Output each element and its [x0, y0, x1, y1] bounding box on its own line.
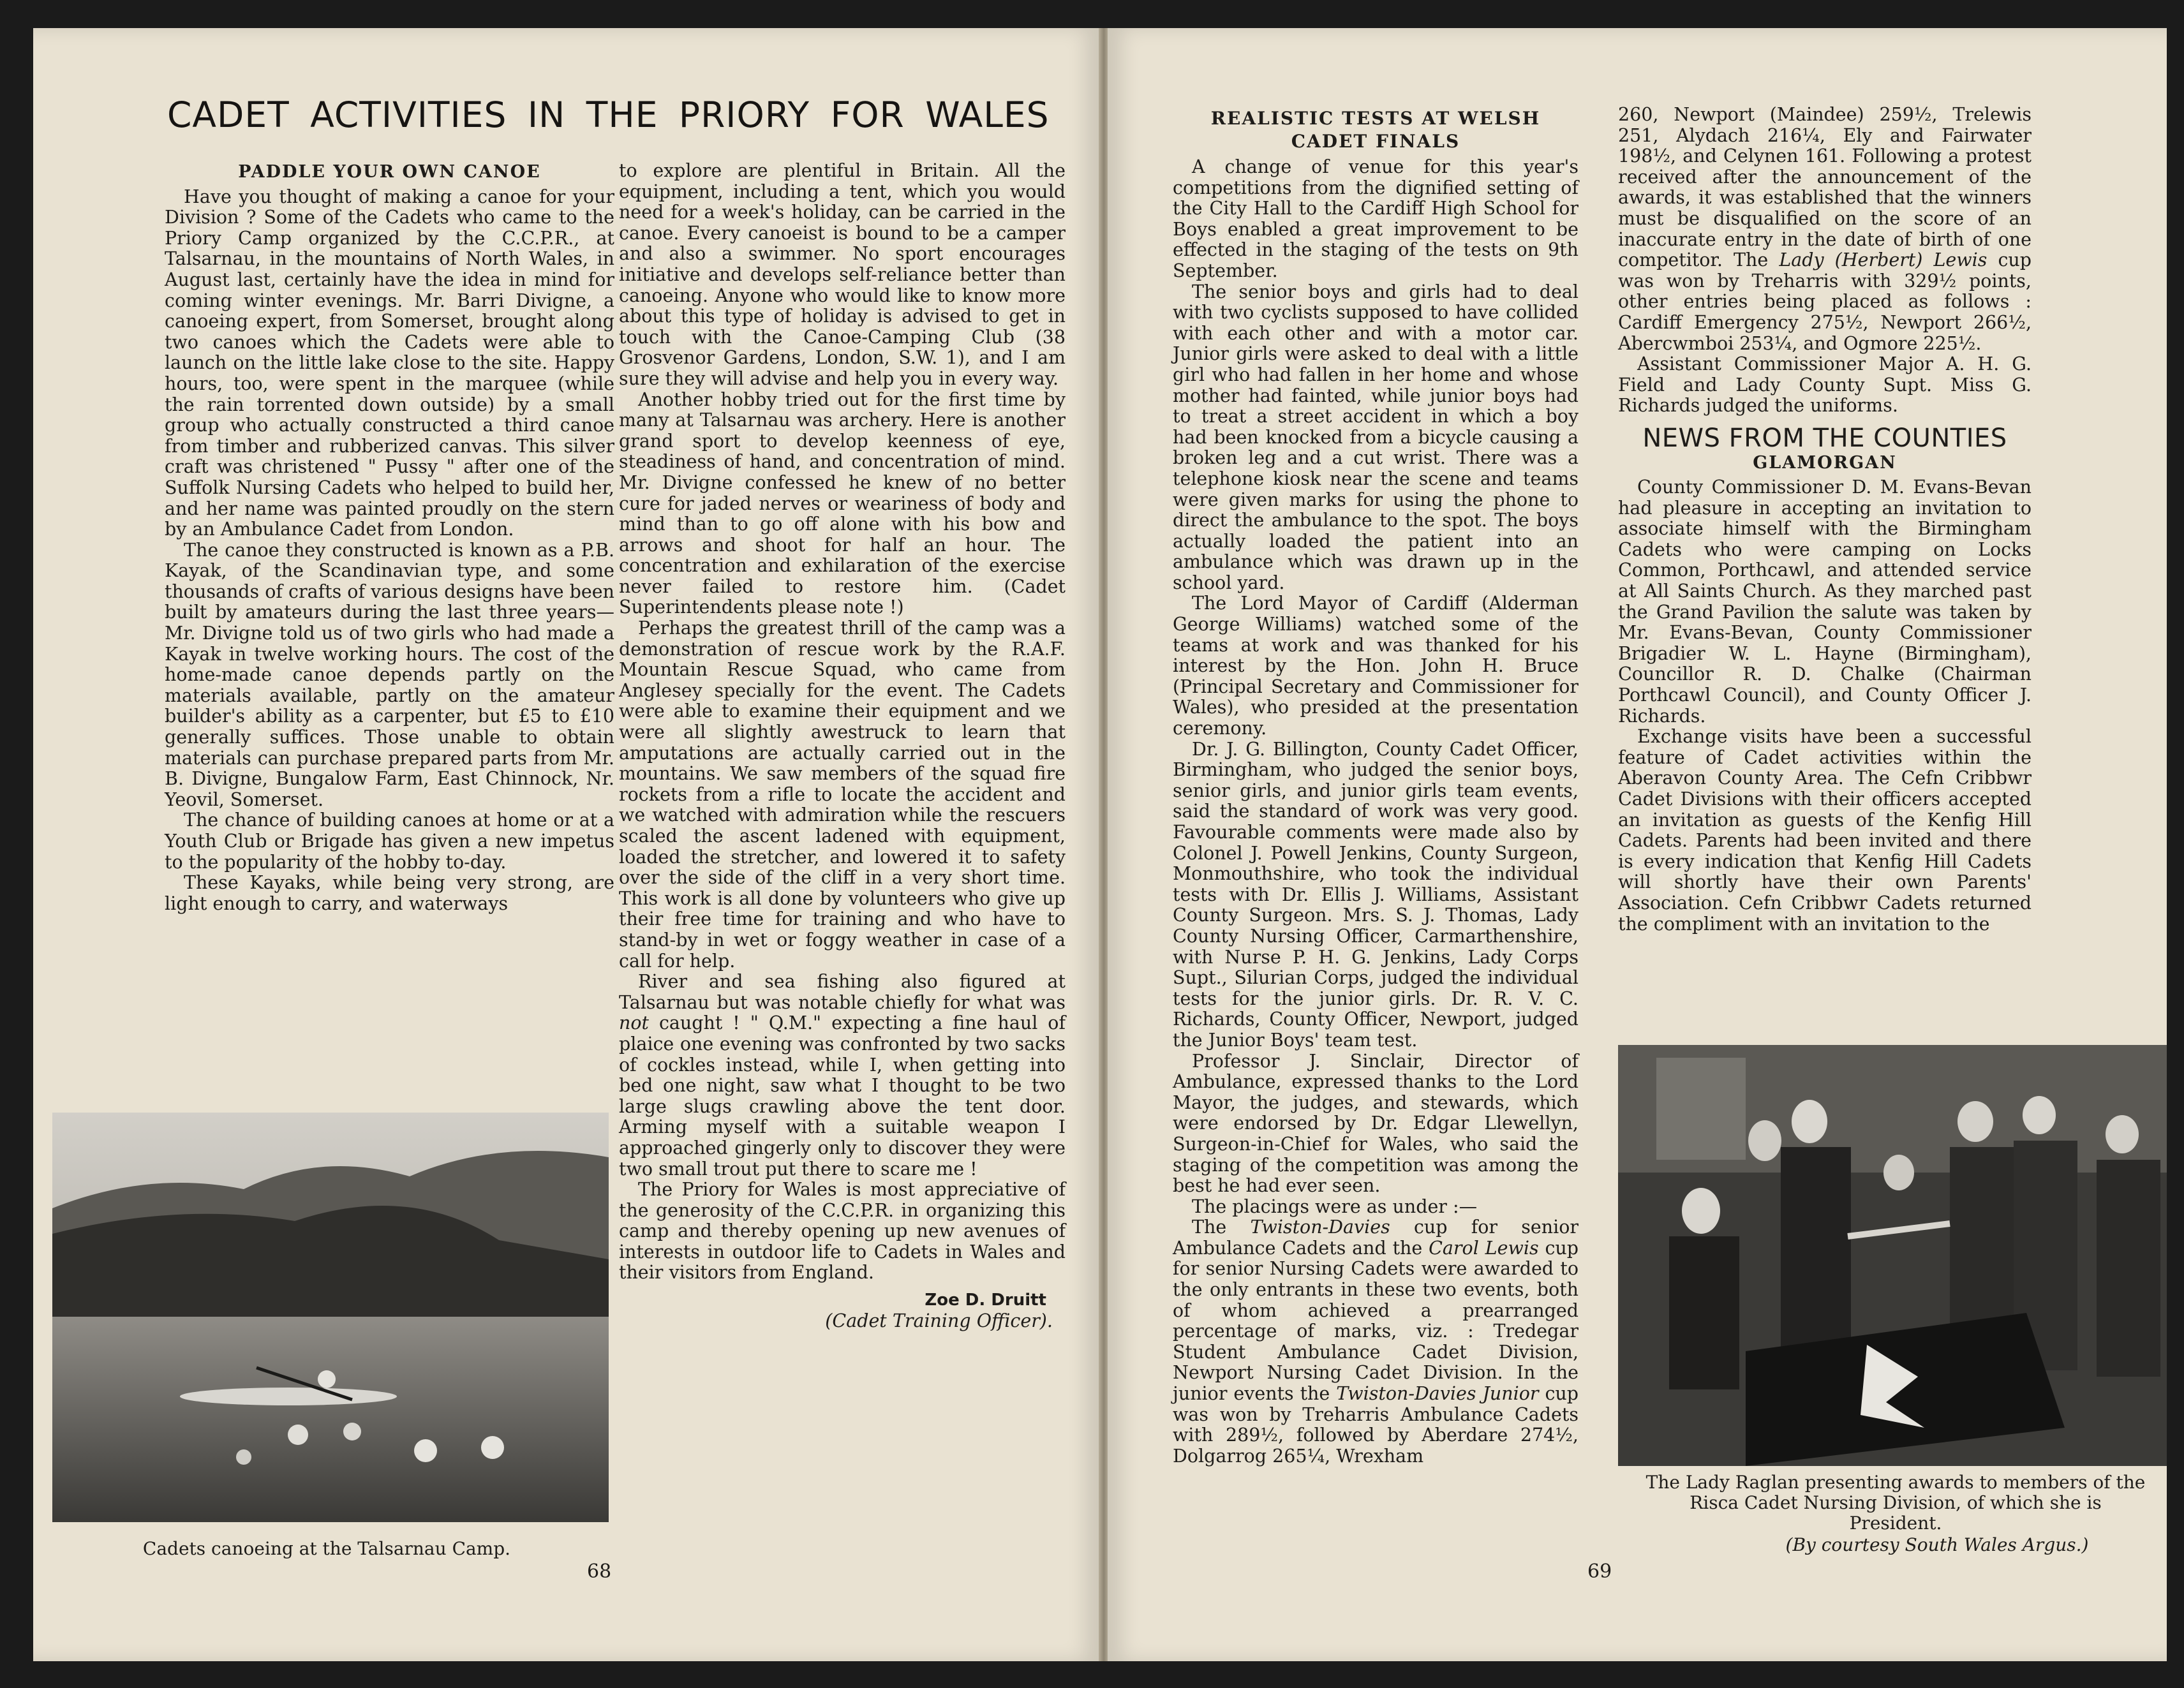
signature-role: (Cadet Training Officer). — [825, 1310, 1053, 1331]
text-run: 260, Newport (Maindee) 259½, Trelewis 251, Alydach 216¼, Ely and Fairwater 198½, and Celynen 161. Following a protest received after the announcement of the awards, it was established that the winners must be disqualified on the score of an inaccurate entry in the date of birth of one competitor. The — [1618, 104, 2032, 271]
left-column-1 — [165, 161, 614, 914]
right-column-1 — [1173, 106, 1579, 1467]
section-title: NEWS FROM THE COUNTIES — [1642, 423, 2007, 453]
photo-caption: Cadets canoeing at the Talsarnau Camp. — [142, 1538, 511, 1559]
paragraph — [1618, 105, 2032, 354]
article-subtitle: PADDLE YOUR OWN CANOE — [238, 162, 541, 182]
paragraph: The Priory for Wales is most appreciative of the generosity of the C.C.P.R. in organizing this camp and thereby opening up new avenues of interests in outdoor life to Cadets in Wales and their visitors from England. — [619, 1179, 1066, 1284]
paragraph: Have you thought of making a canoe for your Division ? Some of the Cadets who came to the Priory Camp organized by the C.C.P.R., at Talsarnau, in the mountains of North Wales, in August last, certainly have the idea in mind for coming winter evenings. Mr. Barri Divigne, a canoeing expert, from Somerset, brought along two canoes which the Cadets were able to launch on the little lake close to the site. Happy hours, too, were spent in the marquee (while the rain torrented down outside) by a small group who actually constructed a third canoe from timber and rubberized canvas. This silver craft was christened " Pussy " after one of the Suffolk Nursing Cadets who helped to build her, and her name was painted proudly on the stern by an Ambulance Cadet from London. — [165, 186, 614, 540]
page-title: CADET ACTIVITIES IN THE PRIORY FOR WALES — [167, 94, 1050, 135]
paragraph: These Kayaks, while being very strong, are light enough to carry, and waterways — [165, 872, 614, 914]
awards-photo-image — [1618, 1045, 2167, 1466]
left-column-2 — [619, 161, 1066, 1331]
text-run: Twiston-Davies — [1250, 1217, 1390, 1238]
paragraph — [1173, 1217, 1579, 1467]
paragraph: The Lord Mayor of Cardiff (Alderman George Williams) watched some of the teams at work and was thanked for his interest by the Hon. John H. Bruce (Principal Secretary and Commissioner for Wales), who presided at the presentation ceremony. — [1173, 593, 1579, 739]
paragraph: The canoe they constructed is known as a P.B. Kayak, of the Scandinavian type, and some thousands of crafts of various designs have been built by amateurs during the last three years— Mr. Divigne told us of two girls who had made a Kayak in twelve working hours. The cost of the home-made canoe depends partly on the materials available, partly on the amateur builder's ability as a carpenter, but £5 to £10 generally suffices. Those unable to obtain materials can purchase prepared parts from Mr. B. Divigne, Bungalow Farm, East Chinnock, Nr. Yeovil, Somerset. — [165, 539, 614, 810]
paragraph: Dr. J. G. Billington, County Cadet Officer, Birmingham, who judged the senior boys, senior girls, and junior girls team events, said the standard of work was very good. Favourable comments were made also by Colonel J. Powell Jenkins, County Surgeon, Monmouthshire, who took the individual tests with Dr. Ellis J. Williams, Assistant County Surgeon. Mrs. S. J. Thomas, Lady County Nursing Officer, Carmarthenshire, with Nurse P. H. G. Jenkins, Lady Corps Supt., Silurian Corps, judged the individual tests for the junior girls. Dr. R. V. C. Richards, County Officer, Newport, judged the Junior Boys' team test. — [1173, 738, 1579, 1051]
paragraph: The senior boys and girls had to deal with two cyclists supposed to have collided with each other and with a motor car. Junior girls were asked to deal with a little girl who had fallen in her home and whose mother had fainted, while junior boys had to treat a street accident in which a boy had been knocked from a bicycle causing a broken leg and a cut wrist. There was a telephone kiosk near the scene and teams were given marks for using the phone to direct the ambulance to the spot. The boys actually loaded the patient into an ambulance which was drawn up in the school yard. — [1173, 281, 1579, 593]
paragraph: A change of venue for this year's competitions from the dignified setting of the City Hall to the Cardiff High School for Boys enabled a great improvement to be effected in the staging of the tests on 9th September. — [1173, 156, 1579, 281]
paragraph: The placings were as under :— — [1192, 1196, 1478, 1217]
paragraph: Professor J. Sinclair, Director of Ambulance, expressed thanks to the Lord Mayor, the judges, and stewards, which were endorsed by Dr. Edgar Llewellyn, Surgeon-in-Chief for Wales, who said the staging of the competition was among the best he had ever seen. — [1173, 1050, 1579, 1197]
left-page — [33, 28, 1100, 1661]
text-run: cup was won by Treharris Ambulance Cadets with 289½, followed by Aberdare 274½, Dolgarrog 265¼, Wrexham — [1173, 1383, 1579, 1467]
page-number: 68 — [587, 1560, 612, 1583]
paragraph: County Commissioner D. M. Evans-Bevan had pleasure in accepting an invitation to associate himself with the Birmingham Cadets who were camping on Locks Common, Porthcawl, and attended service at All Saints Church. As they marched past the Grand Pavilion the salute was taken by Mr. Evans-Bevan, County Commissioner Brigadier W. L. Hayne (Birmingham), Councillor R. D. Chalke (Chairman Porthcawl Council), and County Officer J. Richards. — [1618, 477, 2032, 727]
text-run: caught ! " Q.M." expecting a fine haul of plaice one evening was confronted by two sacks of cockles instead, while I, when getting into bed one night, saw what I thought to be two large slugs crawling above the tent door. Arming myself with a suitable weapon I approached gingerly only to discover they were two small trout put there to scare me ! — [619, 1012, 1066, 1180]
text-run: Carol Lewis — [1429, 1237, 1539, 1259]
paragraph: Exchange visits have been a successful feature of Cadet activities within the Aberavon County Area. The Cefn Cribbwr Cadet Divisions with their officers accepted an invitation as guests of the Kenfig Hill Cadets. Parents had been invited and there is every indication that Kenfig Hill Cadets will shortly have their own Parents' Association. Cefn Cribbwr Cadets returned the compliment with an invitation to the — [1618, 726, 2032, 935]
text-run: cup for senior Ambulance Cadets and the — [1173, 1217, 1579, 1259]
photo-caption: The Lady Raglan presenting awards to members of the Risca Cadet Nursing Division, of which she is President. — [1645, 1472, 2146, 1534]
text-run: cup was won by Treharris with 329½ points, other entries being placed as follows : Cardiff Emergency 275½, Newport 266½, Abercwmboi 253¼, and Ogmore 225½. — [1618, 249, 2032, 354]
page-number: 69 — [1587, 1560, 1612, 1583]
right-column-2 — [1618, 105, 2032, 935]
signature: Zoe D. Druitt — [925, 1291, 1046, 1310]
paragraph: Assistant Commissioner Major A. H. G. Field and Lady County Supt. Miss G. Richards judged the uniforms. — [1618, 353, 2032, 417]
paragraph: Another hobby tried out for the first time by many at Talsarnau was archery. Here is another grand sport to develop keenness of eye, steadiness of hand, and concentration of mind. Mr. Divigne confessed he knew of no better cure for jaded nerves or weariness of body and mind than to go off alone with his bow and arrows and shoot for half an hour. The concentration and exhilaration of the exercise never failed to restore him. (Cadet Superintendents please note !) — [619, 389, 1066, 618]
paragraph: The chance of building canoes at home or at a Youth Club or Brigade has given a new impetus to the popularity of the hobby to-day. — [165, 810, 614, 873]
text-run: The — [1192, 1217, 1227, 1238]
text-run: Lady (Herbert) Lewis — [1779, 249, 1987, 271]
paragraph: Perhaps the greatest thrill of the camp was a demonstration of rescue work by the R.A.F. Mountain Rescue Squad, who came from Anglesey specially for the event. The Cadets were able to examine their equipment and we were all slightly awestruck to learn that amputations are actually carried out in the mountains. We saw members of the squad fire rockets from a rifle to locate the accident and we watched with admiration while the rescuers scaled the ascent ladened with equipment, loaded the stretcher, and lowered it to safety over the side of the cliff in a very short time. This work is all done by volunteers who give up their free time for training and who have to stand-by in wet or foggy weather in case of a call for help. — [619, 618, 1066, 972]
text-run: River and sea fishing also figured at Talsarnau but was notable chiefly for what was — [619, 971, 1066, 1013]
photo-credit: (By courtesy South Wales Argus.) — [1785, 1534, 2089, 1555]
awards-photo — [1618, 1045, 2167, 1466]
article-headline: REALISTIC TESTS AT WELSH CADET FINALS — [1210, 108, 1541, 152]
text-run: cup for senior Nursing Cadets were awarded to the only entrants in these two events, both of whom achieved a prearranged percentage of marks, viz. : Tredegar Student Ambulance Cadet Division, Newport Nursing Cadet Division. In the junior events the — [1173, 1237, 1579, 1405]
paragraph — [619, 972, 1066, 1180]
paragraph: to explore are plentiful in Britain. All the equipment, including a tent, which you would need for a week's holiday, can be carried in the canoe. Every canoeist is bound to be a camper and also a swimmer. No sport encourages initiative and develops self-reliance better than canoeing. Anyone who would like to know more about this type of holiday is advised to get in touch with the Canoe-Camping Club (38 Grosvenor Gardens, London, S.W. 1), and I am sure they will advise and help you in every way. — [619, 160, 1066, 389]
text-run: Twiston-Davies Junior — [1336, 1383, 1539, 1405]
right-page — [1108, 28, 2167, 1661]
canoe-photo-image — [52, 1113, 609, 1522]
canoe-photo — [52, 1113, 609, 1522]
section-subtitle: GLAMORGAN — [1753, 452, 1897, 473]
text-run: not — [619, 1012, 649, 1034]
